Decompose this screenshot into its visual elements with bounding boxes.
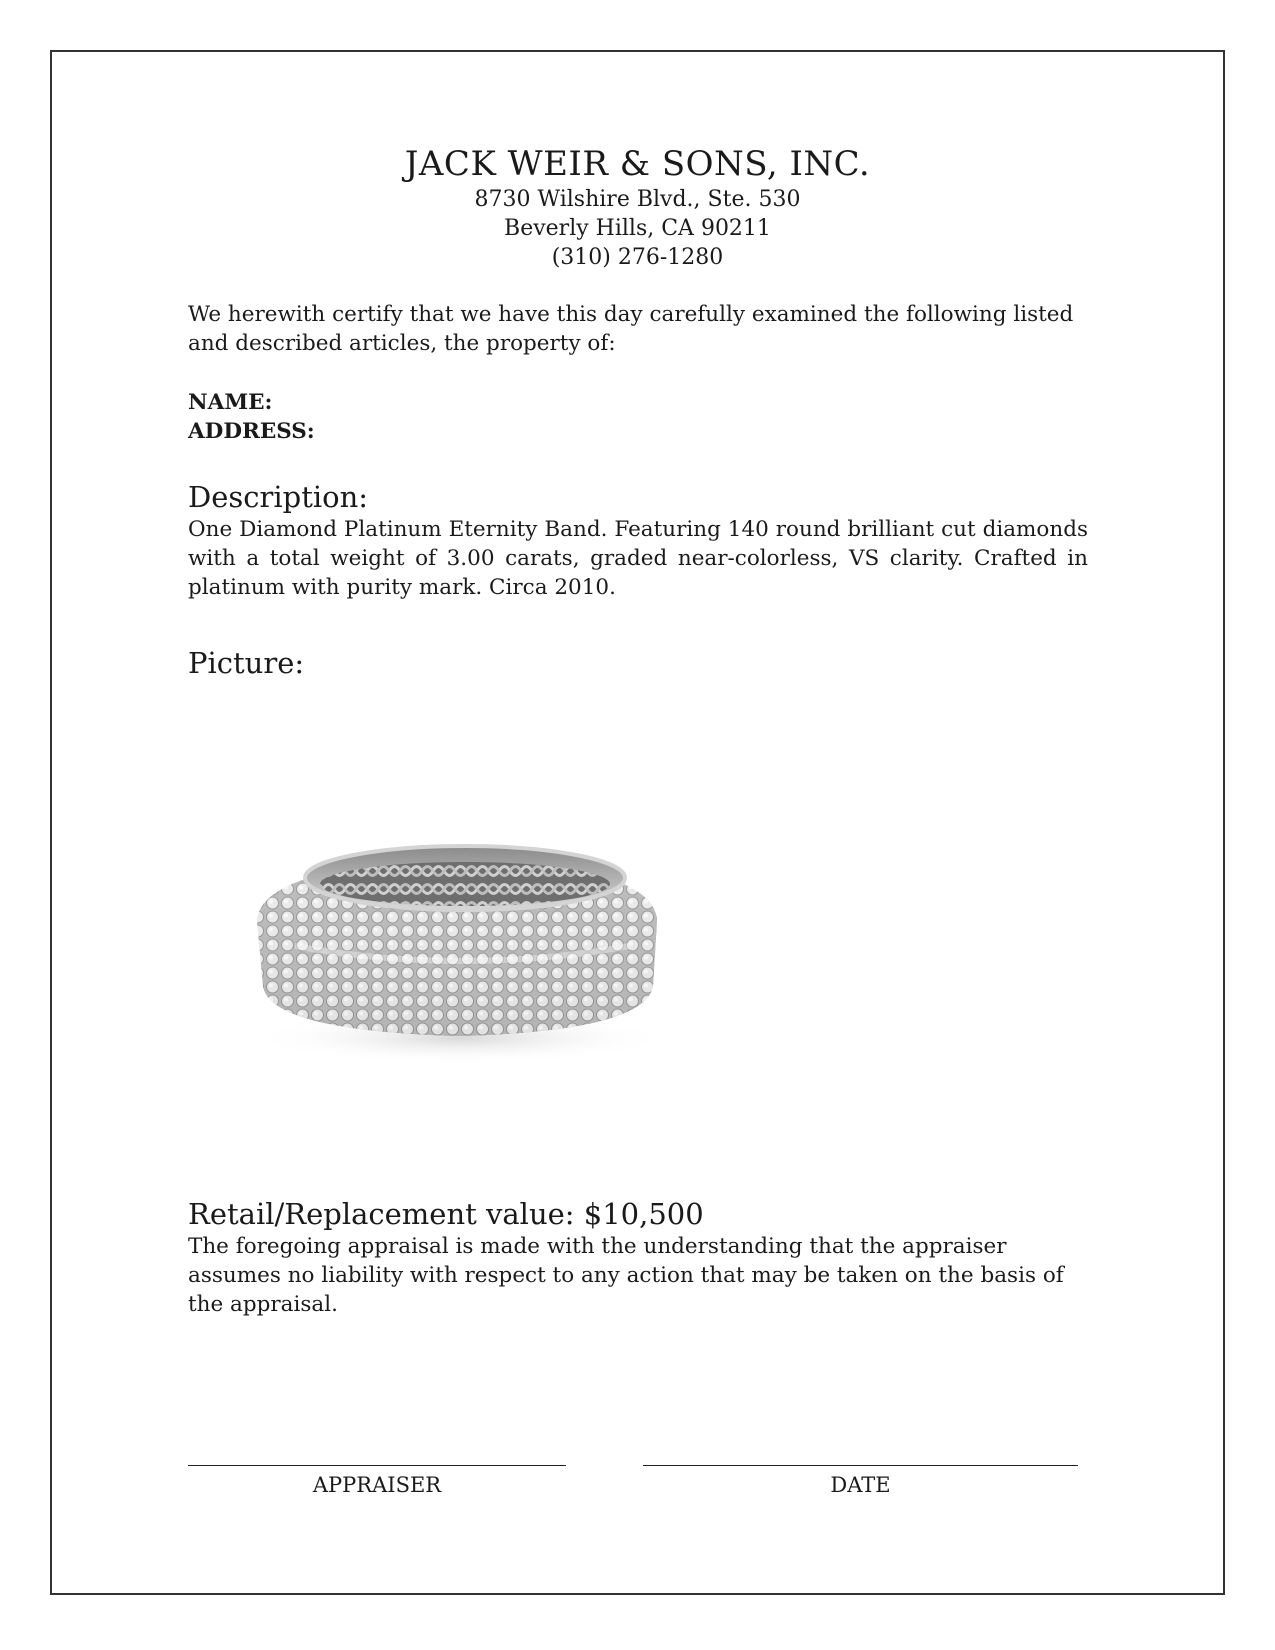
value-section	[188, 1196, 1088, 1319]
certify-text: We herewith certify that we have this day carefully examined the following listed and described articles, the property of:	[188, 302, 1074, 356]
company-address-line1: 8730 Wilshire Blvd., Ste. 530	[474, 187, 801, 212]
certify-block	[188, 300, 1088, 358]
value-heading: Retail/Replacement value: $10,500	[188, 1197, 704, 1231]
description-heading: Description:	[188, 480, 369, 514]
owner-fields	[188, 388, 1088, 446]
picture-section	[188, 645, 1088, 681]
diamond-ring-image	[235, 826, 680, 1071]
description-section	[188, 479, 1088, 602]
date-label: DATE	[830, 1473, 891, 1497]
address-label: ADDRESS:	[188, 419, 315, 444]
company-phone: (310) 276-1280	[551, 245, 724, 270]
appraiser-label: APPRAISER	[312, 1473, 442, 1497]
picture-heading: Picture:	[188, 646, 305, 680]
value-disclaimer: The foregoing appraisal is made with the understanding that the appraiser assumes no liability with respect to any action that may be taken on the basis of the appraisal.	[188, 1234, 1064, 1317]
name-label: NAME:	[188, 390, 273, 415]
letterhead	[0, 143, 1275, 272]
page-border	[50, 50, 1225, 1595]
appraiser-signature-line	[188, 1465, 566, 1466]
company-name: JACK WEIR & SONS, INC.	[404, 144, 871, 184]
date-signature-line	[643, 1465, 1078, 1466]
description-text: One Diamond Platinum Eternity Band. Featuring 140 round brilliant cut diamonds with a total weight of 3.00 carats, graded near-colorless, VS clarity. Crafted in platinum with purity mark. Circa 2010.	[188, 517, 1088, 600]
company-address-line2: Beverly Hills, CA 90211	[504, 216, 771, 241]
